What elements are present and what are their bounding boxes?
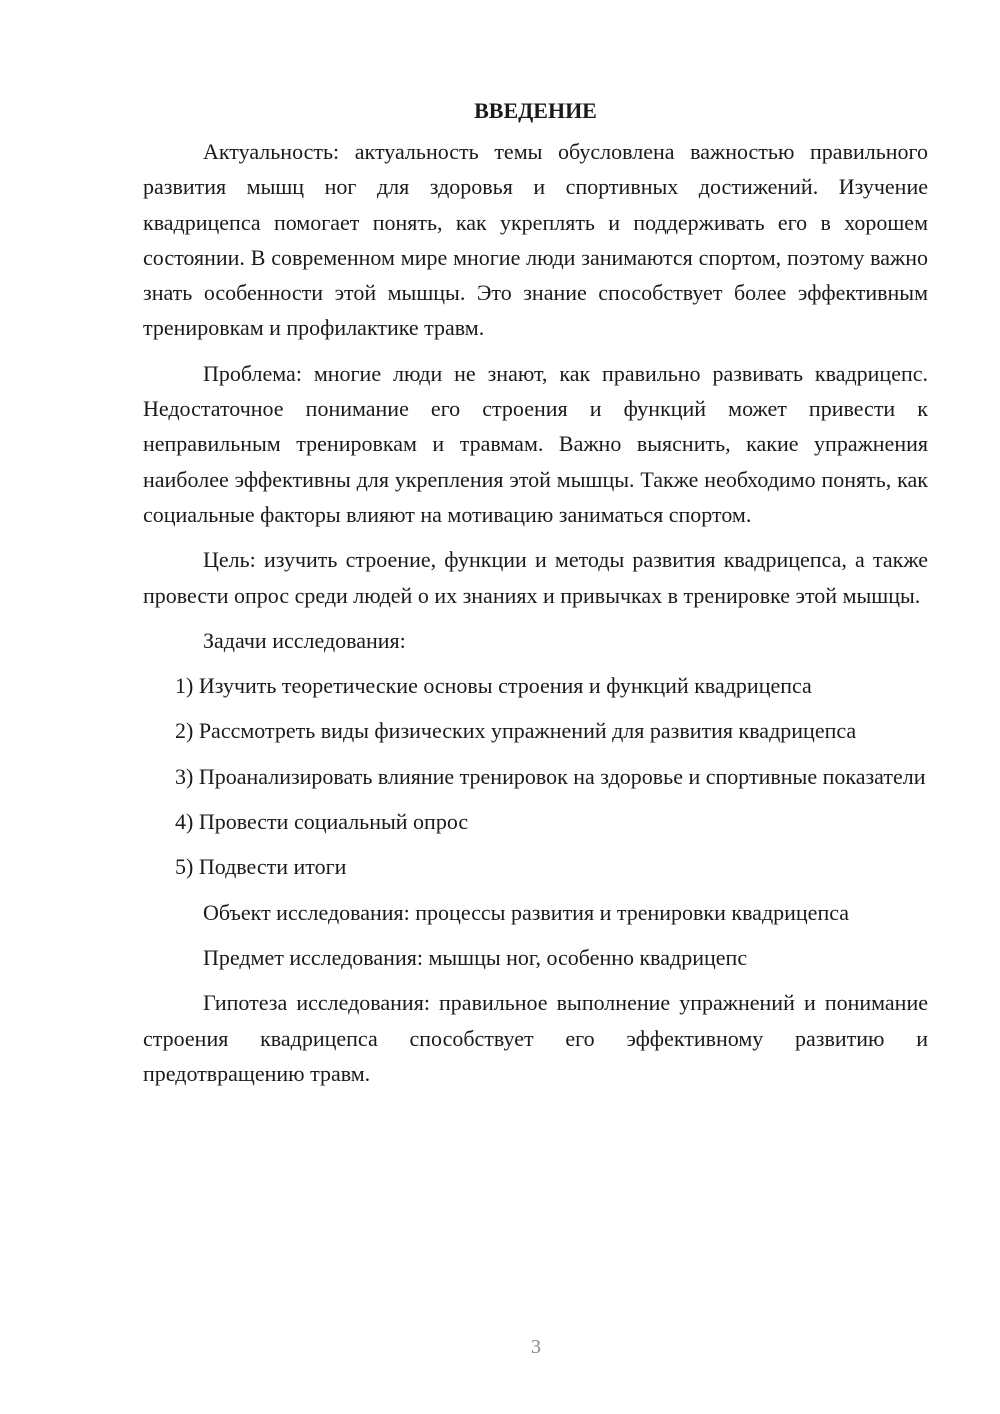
task-item: 4) Провести социальный опрос (175, 809, 469, 835)
task-item: 3) Проанализировать влияние тренировок на здоровье и спортивные показатели (175, 763, 926, 789)
goal-paragraph: Цель: изучить строение, функции и методы развития квадрицепса, а также провести опрос среди людей о их знаниях и привычках в тренировке этой мышцы. (143, 547, 928, 608)
relevance-paragraph: Актуальность: актуальность темы обусловлена важностью правильного развития мышц ног для здоровья и спортивных достижений. Изучение квадрицепса помогает понять, как укреплять и поддерживать его в хорошем состоянии. В современном мире многие люди занимаются спортом, поэтому важно знать особенности этой мышцы. Это знание способствует более эффективным тренировкам и профилактике травм. (143, 139, 928, 341)
page-number: 3 (531, 1336, 541, 1358)
document-page (143, 93, 928, 1101)
task-item: 1) Изучить теоретические основы строения и функций квадрицепса (175, 673, 812, 699)
task-item: 2) Рассмотреть виды физических упражнений для развития квадрицепса (175, 718, 857, 744)
section-title: ВВЕДЕНИЕ (474, 98, 597, 123)
task-item: 5) Подвести итоги (175, 854, 347, 880)
problem-paragraph: Проблема: многие люди не знают, как правильно развивать квадрицепс. Недостаточное понимание его строения и функций может привести к неправильным тренировкам и травмам. Важно выяснить, какие упражнения наиболее эффективны для укрепления этой мышцы. Также необходимо понять, как социальные факторы влияют на мотивацию заниматься спортом. (143, 360, 928, 527)
hypothesis-paragraph: Гипотеза исследования: правильное выполнение упражнений и понимание строения квадрицепса способствует его эффективному развитию и предотвращению травм. (143, 990, 928, 1086)
subject-paragraph: Предмет исследования: мышцы ног, особенно квадрицепс (203, 944, 748, 970)
tasks-heading: Задачи исследования: (203, 627, 406, 653)
object-paragraph: Объект исследования: процессы развития и тренировки квадрицепса (203, 899, 850, 925)
